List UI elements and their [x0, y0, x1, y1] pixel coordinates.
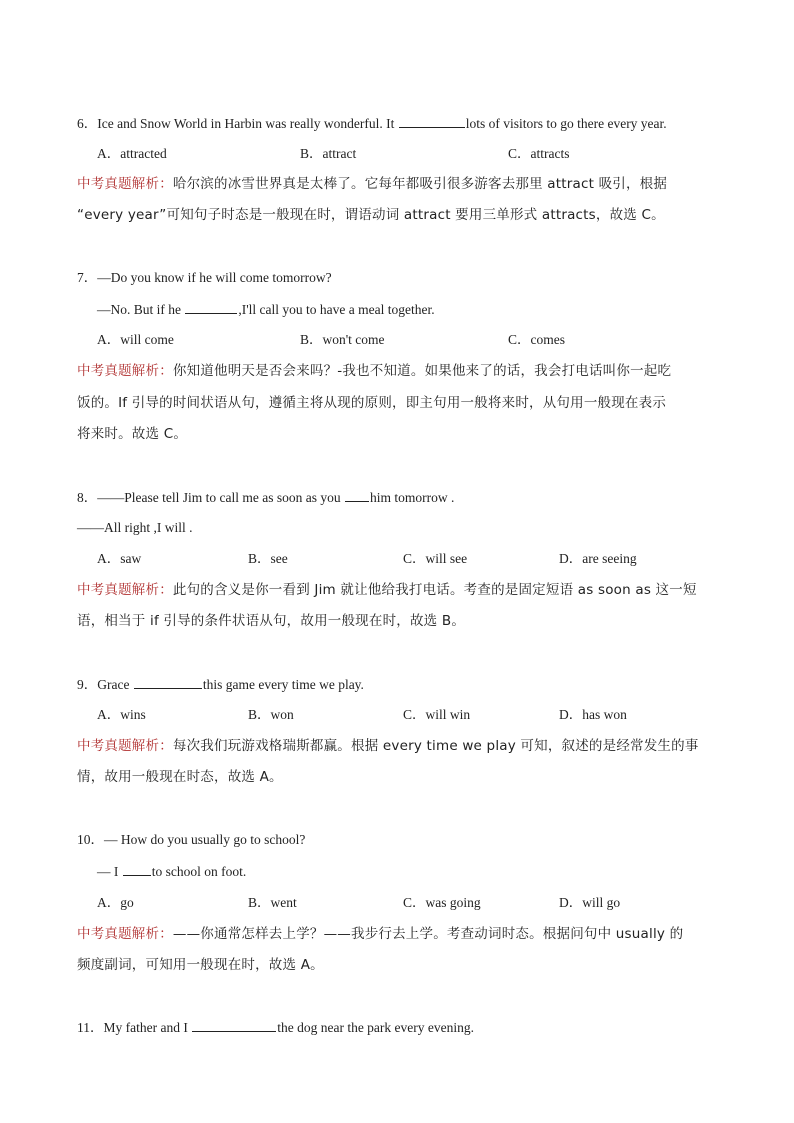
- analysis-label: 中考真题解析：: [77, 738, 173, 754]
- option-b[interactable]: B．went: [248, 895, 297, 910]
- analysis-text: 情，故用一般现在时态，故选 A。: [77, 769, 283, 785]
- analysis-8: [77, 580, 697, 600]
- option-d[interactable]: D．has won: [559, 707, 627, 722]
- question-6: [77, 113, 667, 134]
- option-a[interactable]: A．will come: [97, 332, 174, 347]
- analysis-text: “every year”可知句子时态是一般现在时，谓语动词 attract 要用三单形式 attracts，故选 C。: [77, 207, 665, 223]
- question-10: 10．— How do you usually go to school?: [77, 832, 306, 847]
- option-a[interactable]: A．attracted: [97, 146, 167, 161]
- analysis-text: 每次我们玩游戏格瑞斯都赢。根据 every time we play 可知，叙述的是经常发生的事: [172, 738, 699, 754]
- question-7-reply: [97, 299, 435, 320]
- option-b[interactable]: B．won: [248, 707, 294, 722]
- question-7: 7．—Do you know if he will come tomorrow?: [77, 270, 332, 285]
- analysis-text: 频度副词，可知用一般现在时，故选 A。: [77, 957, 324, 973]
- analysis-text: ——你通常怎样去上学？——我步行去上学。考查动词时态。根据问句中 usually 的: [172, 926, 684, 942]
- analysis-label: 中考真题解析：: [77, 582, 173, 598]
- question-9: [77, 674, 364, 695]
- analysis-text: 此句的含义是你一看到 Jim 就让他给我打电话。考查的是固定短语 as soon as 这一短: [172, 582, 697, 598]
- option-d[interactable]: D．are seeing: [559, 551, 637, 566]
- question-text: to school on foot.: [151, 864, 247, 879]
- answer-blank[interactable]: [134, 674, 202, 689]
- question-text: ,I'll call you to have a meal together.: [238, 302, 435, 317]
- answer-blank[interactable]: [399, 113, 465, 128]
- option-a[interactable]: A．wins: [97, 707, 146, 722]
- answer-blank[interactable]: [185, 299, 237, 314]
- question-text: 8．——Please tell Jim to call me as soon as you: [77, 490, 344, 505]
- option-c[interactable]: C．will win: [403, 707, 471, 722]
- question-text: 11．My father and I: [77, 1020, 192, 1035]
- analysis-text: 哈尔滨的冰雪世界真是太棒了。它每年都吸引很多游客去那里 attract 吸引，根据: [172, 176, 668, 192]
- option-d[interactable]: D．will go: [559, 895, 621, 910]
- question-8: [77, 487, 454, 508]
- analysis-label: 中考真题解析：: [77, 176, 173, 192]
- option-c[interactable]: C．comes: [508, 332, 565, 347]
- answer-blank[interactable]: [123, 861, 151, 876]
- analysis-text: 语，相当于 if 引导的条件状语从句，故用一般现在时，故选 B。: [77, 613, 466, 629]
- option-b[interactable]: B．won't come: [300, 332, 385, 347]
- question-text: this game every time we play.: [202, 677, 364, 692]
- analysis-9: [77, 736, 699, 756]
- question-8-reply: ——All right ,I will .: [77, 520, 193, 535]
- analysis-text: 将来时。故选 C。: [77, 426, 188, 442]
- answer-blank[interactable]: [192, 1017, 276, 1032]
- option-c[interactable]: C．will see: [403, 551, 468, 566]
- analysis-text: 饭的。If 引导的时间状语从句，遵循主将从现的原则，即主句用一般将来时，从句用一般现在表示: [77, 395, 667, 411]
- question-text: him tomorrow .: [369, 490, 455, 505]
- option-b[interactable]: B．see: [248, 551, 288, 566]
- question-text: — I: [97, 864, 122, 879]
- analysis-7: [77, 361, 671, 381]
- option-b[interactable]: B．attract: [300, 146, 357, 161]
- analysis-text: 你知道他明天是否会来吗？-我也不知道。如果他来了的话，我会打电话叫你一起吃: [172, 363, 672, 379]
- question-text: —No. But if he: [97, 302, 185, 317]
- question-11: [77, 1017, 474, 1038]
- question-text: lots of visitors to go there every year.: [465, 116, 667, 131]
- analysis-label: 中考真题解析：: [77, 363, 173, 379]
- analysis-6: [77, 174, 667, 194]
- question-text: 6．Ice and Snow World in Harbin was really wonderful. It: [77, 116, 398, 131]
- option-a[interactable]: A．saw: [97, 551, 142, 566]
- question-text: the dog near the park every evening.: [277, 1020, 475, 1035]
- question-10-reply: [97, 861, 246, 882]
- answer-blank[interactable]: [345, 487, 369, 502]
- analysis-label: 中考真题解析：: [77, 926, 173, 942]
- option-c[interactable]: C．attracts: [508, 146, 570, 161]
- question-text: 9．Grace: [77, 677, 133, 692]
- option-a[interactable]: A．go: [97, 895, 134, 910]
- analysis-10: [77, 924, 683, 944]
- option-c[interactable]: C．was going: [403, 895, 481, 910]
